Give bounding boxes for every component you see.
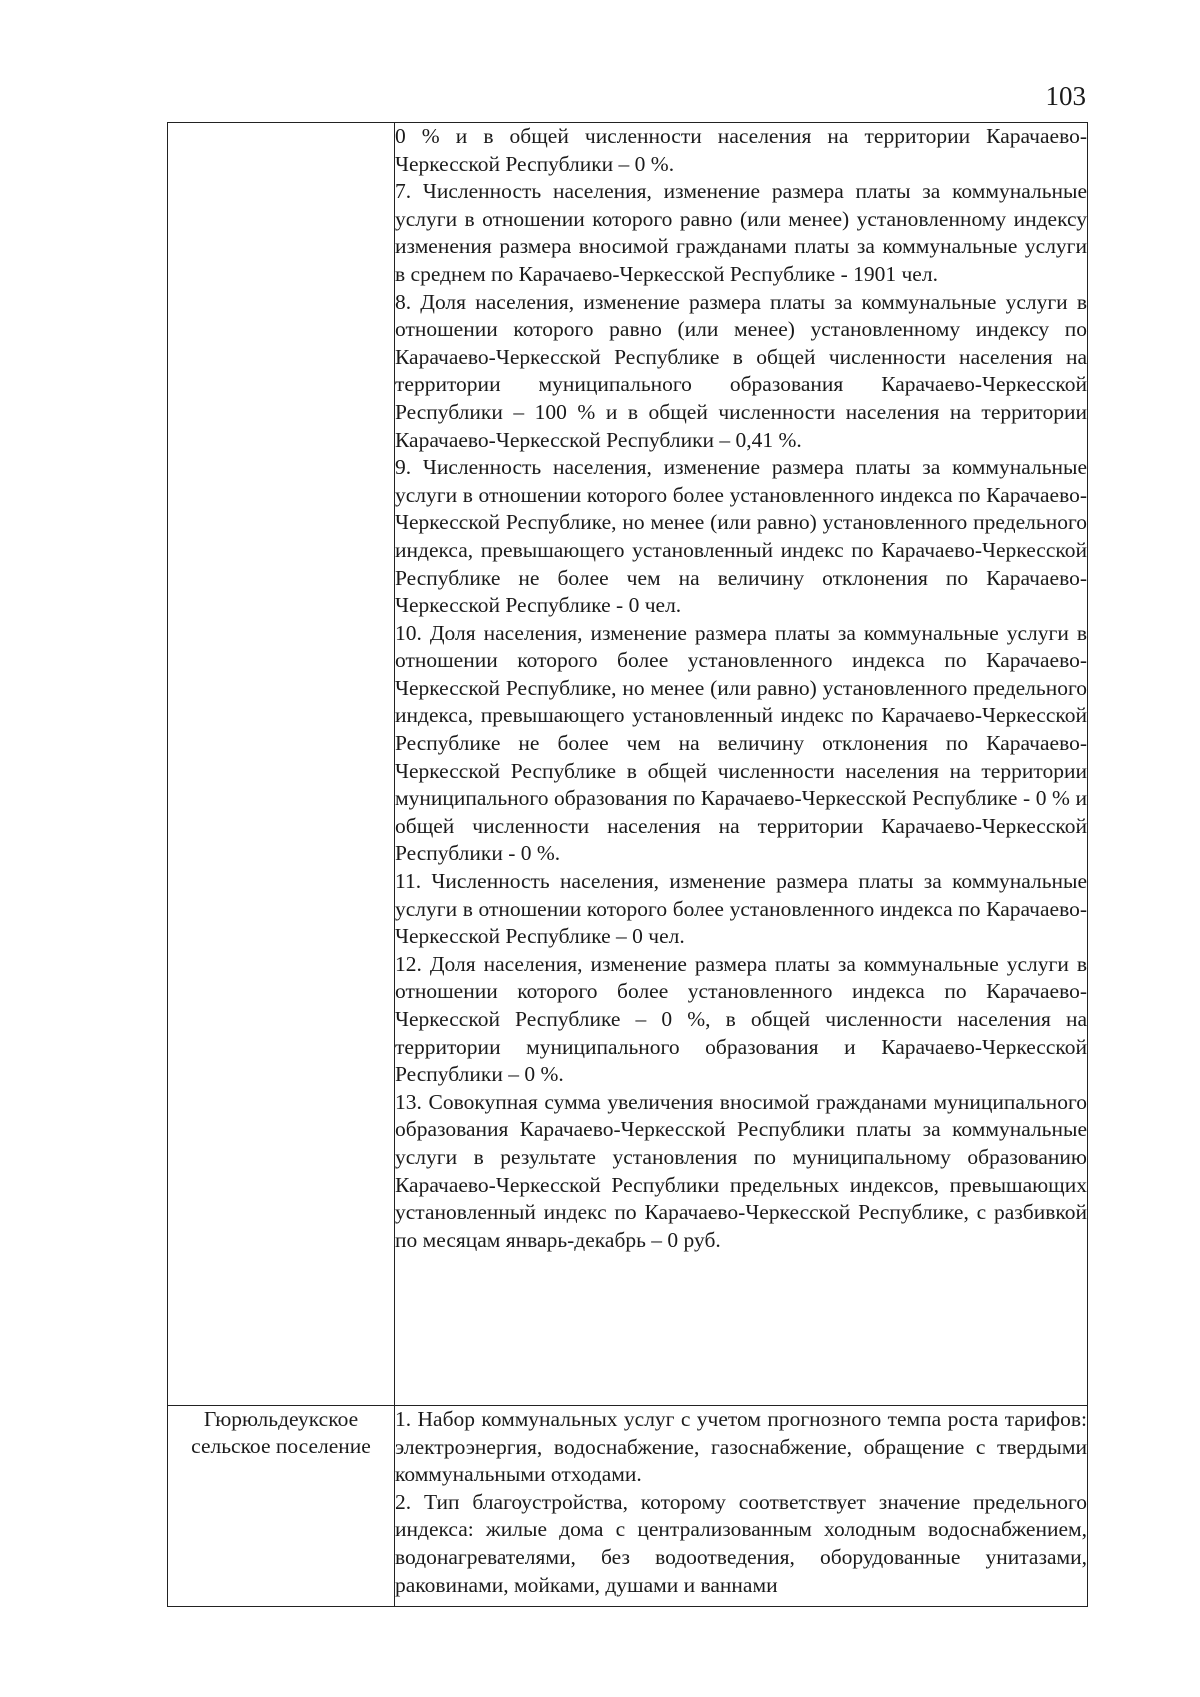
settlement-cell: Гюрюльдеукское сельское поселение	[168, 1406, 395, 1607]
indicator-paragraph: 0 % и в общей численности населения на территории Карачаево-Черкесской Республики – 0 %.	[395, 124, 1087, 176]
indicator-paragraph: 13. Совокупная сумма увеличения вносимой гражданами муниципального образования Карачаево-Черкесской Республики платы за коммунальные услуги в результате установления по муниципальному образованию Карачаево-Черкесской Республики предельных индексов, превышающих установленный индекс по Карачаево-Черкесской Республике, с разбивкой по месяцам январь-декабрь – 0 руб.	[395, 1089, 1087, 1252]
indicators-cell	[395, 123, 1088, 1406]
indicator-table	[167, 122, 1088, 1607]
indicator-paragraph: 11. Численность населения, изменение размера платы за коммунальные услуги в отношении которого более установленного индекса по Карачаево-Черкесской Республике – 0 чел.	[395, 869, 1087, 949]
table-row	[168, 1406, 1088, 1607]
indicator-paragraph: 7. Численность населения, изменение размера платы за коммунальные услуги в отношении которого равно (или менее) установленному индексу изменения размера вносимой гражданами платы за коммунальные услуги в среднем по Карачаево-Черкесской Республике - 1901 чел.	[395, 179, 1087, 286]
indicator-paragraph: 1. Набор коммунальных услуг с учетом прогнозного темпа роста тарифов: электроэнергия, водоснабжение, газоснабжение, обращение с твердыми коммунальными отходами.	[395, 1407, 1087, 1487]
indicator-paragraph: 10. Доля населения, изменение размера платы за коммунальные услуги в отношении которого более установленного индекса по Карачаево-Черкесской Республике, но менее (или равно) установленного предельного индекса, превышающего установленный индекс по Карачаево-Черкесской Республике не более чем на величину отклонения по Карачаево-Черкесской Республике в общей численности населения на территории муниципального образования по Карачаево-Черкесской Республике - 0 % и общей численности населения на территории Карачаево-Черкесской Республики - 0 %.	[395, 620, 1087, 866]
indicator-paragraph: 8. Доля населения, изменение размера платы за коммунальные услуги в отношении которого равно (или менее) установленному индексу по Карачаево-Черкесской Республике в общей численности населения на территории муниципального образования Карачаево-Черкесской Республики – 100 % и в общей численности населения на территории Карачаево-Черкесской Республики – 0,41 %.	[395, 289, 1087, 452]
indicator-paragraph: 12. Доля населения, изменение размера платы за коммунальные услуги в отношении которого более установленного индекса по Карачаево-Черкесской Республике – 0 %, в общей численности населения на территории муниципального образования и Карачаево-Черкесской Республики – 0 %.	[395, 951, 1087, 1087]
indicator-paragraph: 9. Численность населения, изменение размера платы за коммунальные услуги в отношении которого более установленного индекса по Карачаево-Черкесской Республике, но менее (или равно) установленного предельного индекса, превышающего установленный индекс по Карачаево-Черкесской Республике не более чем на величину отклонения по Карачаево-Черкесской Республике - 0 чел.	[395, 455, 1087, 618]
table-row	[168, 123, 1088, 1406]
settlement-cell	[168, 123, 395, 1406]
page-number: 103	[1045, 81, 1086, 111]
indicators-cell	[395, 1406, 1088, 1607]
indicator-paragraph: 2. Тип благоустройства, которому соответствует значение предельного индекса: жилые дома с централизованным холодным водоснабжением, водонагревателями, без водоотведения, оборудованные унитазами, раковинами, мойками, душами и ваннами	[395, 1489, 1087, 1597]
